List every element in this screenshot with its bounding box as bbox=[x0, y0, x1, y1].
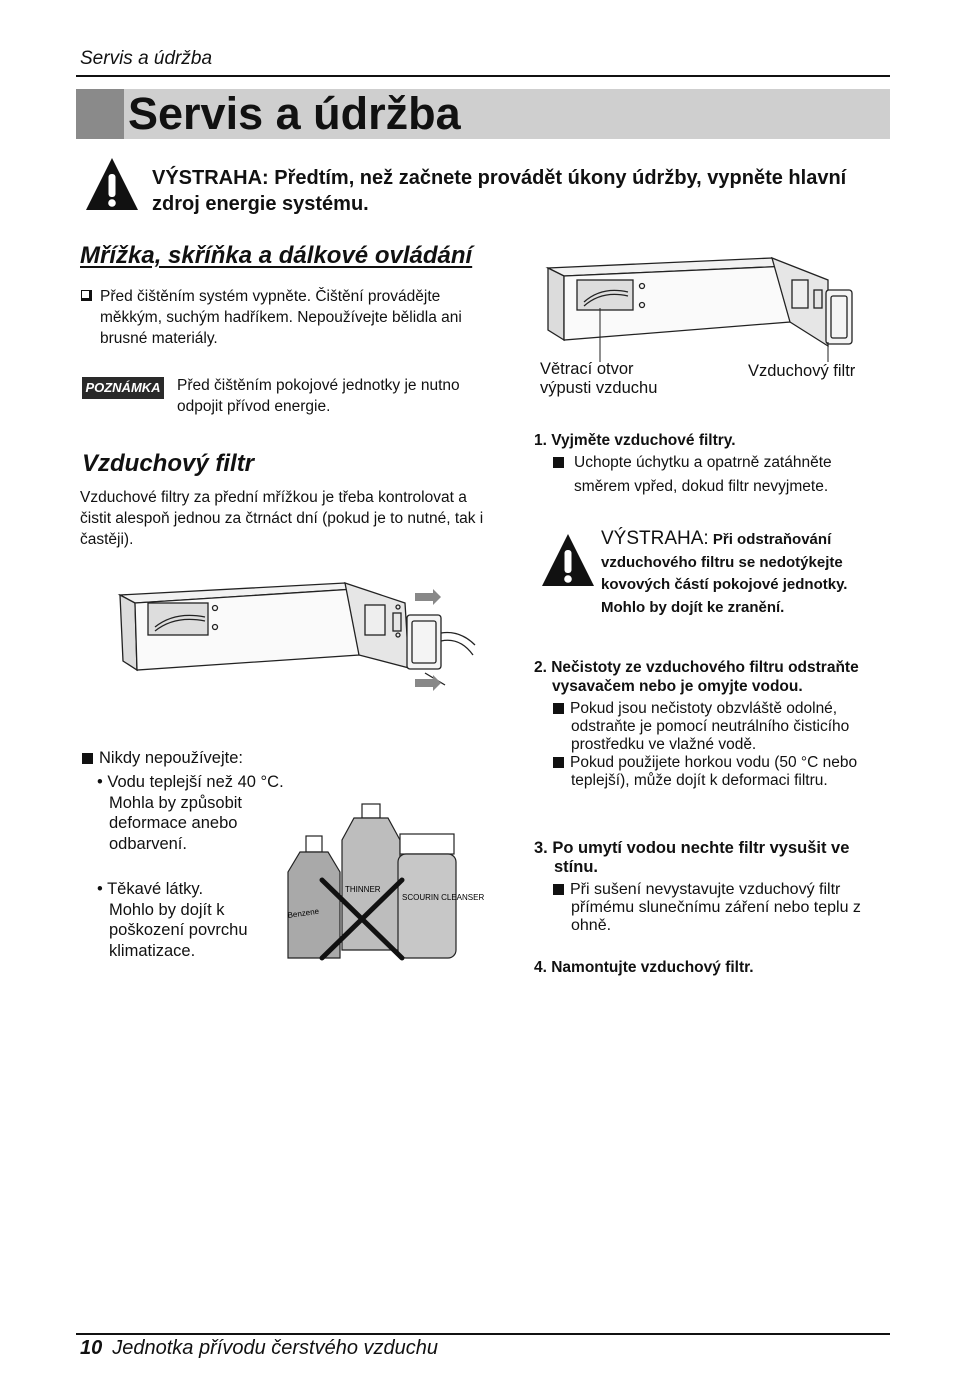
filter-intro-line: čistit alespoň jednou za čtrnáct dní (pokud je to nutné, tak i bbox=[80, 510, 484, 527]
bottle-label: Benzene bbox=[287, 906, 320, 920]
square-bullet-icon bbox=[553, 884, 564, 895]
section-heading-grille: Mřížka, skříňka a dálkové ovládání bbox=[80, 242, 473, 269]
page-title: Servis a údržba bbox=[128, 88, 461, 139]
step-3-line: přímému slunečnímu záření nebo teplu z bbox=[571, 899, 861, 916]
chemical-bottles-illustration bbox=[282, 800, 485, 965]
grille-text-line: měkkým, suchým hadříkem. Nepoužívejte bělidla ani bbox=[100, 309, 462, 326]
step-4-title: 4. Namontujte vzduchový filtr. bbox=[534, 959, 754, 976]
step-2-title: vysavačem nebo je omyjte vodou. bbox=[552, 678, 803, 695]
never-use-item-line: • Vodu teplejší než 40 °C. bbox=[97, 773, 284, 791]
square-bullet-icon bbox=[553, 757, 564, 768]
unit-filter-removal-diagram bbox=[115, 575, 480, 695]
never-use-item-line: poškození povrchu bbox=[109, 921, 248, 939]
diagram-label-vent: Větrací otvor bbox=[540, 360, 634, 378]
footer bbox=[80, 1337, 438, 1360]
warning-2-line: vzduchového filtru se nedotýkejte bbox=[601, 553, 843, 571]
step-1-title: 1. Vyjměte vzduchové filtry. bbox=[534, 432, 736, 449]
warning-triangle-icon bbox=[540, 532, 596, 588]
filter-intro-line: Vzduchové filtry za přední mřížkou je třeba kontrolovat a bbox=[80, 489, 467, 506]
filter-intro-line: častěji). bbox=[80, 531, 134, 548]
never-use-item-line: Mohlo by dojít k bbox=[109, 900, 225, 919]
square-bullet-icon bbox=[82, 753, 93, 764]
running-header: Servis a údržba bbox=[80, 48, 213, 69]
square-bullet-icon bbox=[553, 457, 564, 468]
step-2-line: prostředku ve vlažné vodě. bbox=[571, 736, 757, 753]
step-1-line: Uchopte úchytku a opatrně zatáhněte bbox=[574, 454, 832, 471]
grille-text-line: Před čištěním systém vypněte. Čištění provádějte bbox=[100, 288, 441, 305]
never-use-item-line: klimatizace. bbox=[109, 941, 196, 960]
warning-triangle-icon bbox=[84, 156, 140, 212]
never-use-item-line: • Těkavé látky. bbox=[97, 880, 204, 898]
bottle-label: THINNER bbox=[345, 885, 381, 894]
section-heading-filter: Vzduchový filtr bbox=[82, 450, 255, 477]
never-use-label: Nikdy nepoužívejte: bbox=[99, 749, 243, 767]
warning-2-line: kovových částí pokojové jednotky. bbox=[601, 576, 848, 593]
step-2-line: Pokud jsou nečistoty obzvláště odolné, bbox=[570, 700, 838, 717]
step-2-line: Pokud použijete horkou vodu (50 °C nebo bbox=[570, 754, 858, 771]
never-use-item-line: odbarvení. bbox=[109, 834, 187, 853]
main-warning: VÝSTRAHA: Předtím, než začnete provádět úkony údržby, vypněte hlavní zdroj energie systému. bbox=[152, 167, 847, 215]
never-use-item-line: Mohla by způsobit bbox=[109, 793, 242, 812]
step-2-title: 2. Nečistoty ze vzduchového filtru odstraňte bbox=[534, 659, 859, 676]
bottom-rule bbox=[76, 1333, 890, 1335]
step-3-line: Při sušení nevystavujte vzduchový filtr bbox=[570, 881, 841, 898]
square-bullet-icon bbox=[553, 703, 564, 714]
title-accent-block bbox=[76, 89, 124, 139]
unit-diagram-right bbox=[540, 250, 860, 360]
checkbox-bullet-icon bbox=[81, 290, 92, 301]
never-use-heading bbox=[82, 748, 243, 769]
step-2-line: teplejší), může dojít k deformaci filtru. bbox=[571, 772, 828, 789]
step-2-line: odstraňte je pomocí neutrálního čisticího bbox=[571, 718, 850, 735]
bottle-label: SCOURIN CLEANSER bbox=[402, 893, 485, 902]
top-rule bbox=[76, 75, 890, 77]
footer-text: Jednotka přívodu čerstvého vzduchu bbox=[112, 1337, 439, 1359]
diagram-label-vent: výpusti vzduchu bbox=[540, 379, 658, 397]
note-text-line: odpojit přívod energie. bbox=[177, 398, 331, 415]
step-3-title: 3. Po umytí vodou nechte filtr vysušit ve bbox=[534, 839, 850, 857]
warning-2-label: VÝSTRAHA: bbox=[601, 528, 709, 549]
page-number: 10 bbox=[80, 1337, 103, 1359]
warning-2-line: Mohlo by dojít ke zranění. bbox=[601, 598, 785, 616]
step-1-line: směrem vpřed, dokud filtr nevyjmete. bbox=[574, 478, 829, 495]
step-3-title: stínu. bbox=[554, 858, 598, 876]
diagram-label-filter: Vzduchový filtr bbox=[748, 362, 856, 380]
never-use-item-line: deformace anebo bbox=[109, 814, 238, 832]
step-3-line: ohně. bbox=[571, 917, 612, 934]
note-text-line: Před čištěním pokojové jednotky je nutno bbox=[177, 377, 460, 394]
warning-2-line: Při odstraňování bbox=[712, 531, 832, 548]
grille-text-line: brusné materiály. bbox=[100, 330, 218, 347]
note-badge: POZNÁMKA bbox=[82, 377, 164, 399]
